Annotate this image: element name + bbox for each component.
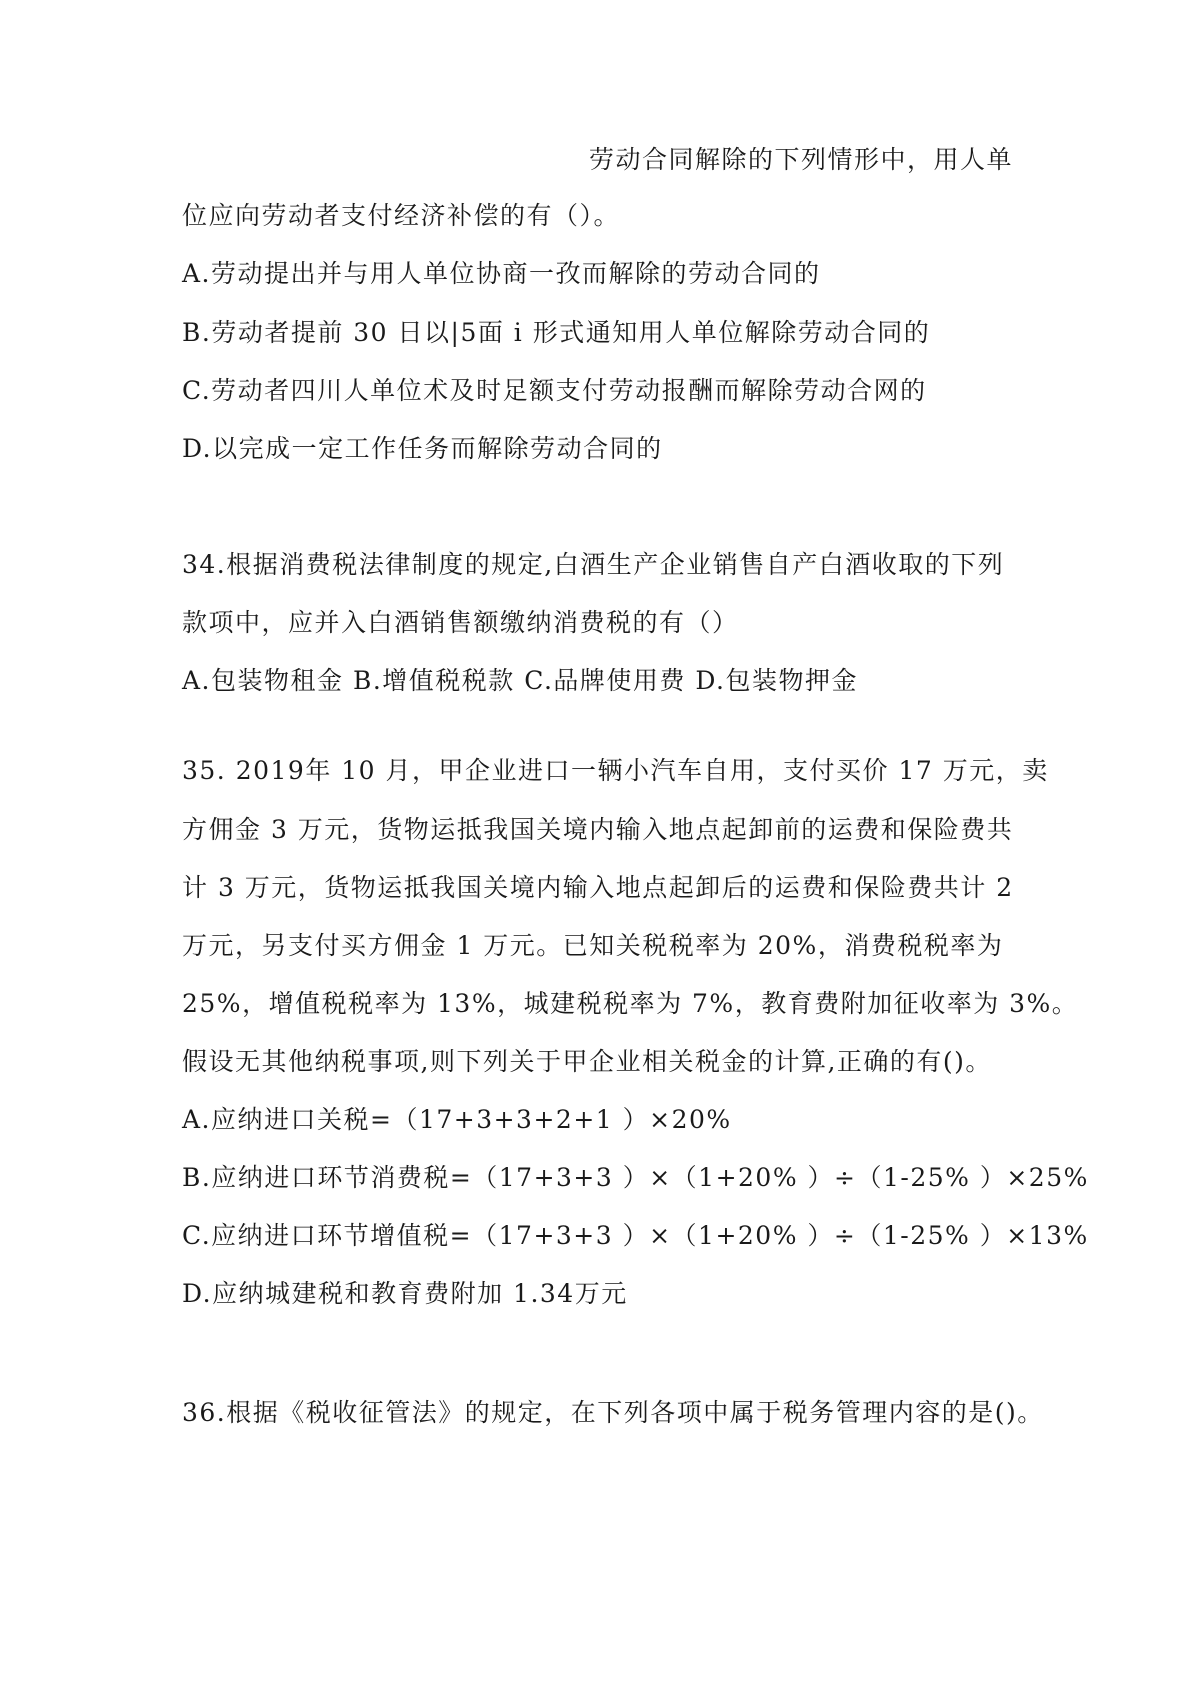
q33-option-c: C.劳动者四川人单位术及时足额支付劳动报酬而解除劳动合网的 (182, 376, 927, 405)
q34-options: A.包装物租金 B.增值税税款 C.品牌使用费 D.包装物押金 (182, 666, 858, 695)
q35-stem-line-3: 计 3 万元，货物运抵我国关境内输入地点起卸后的运费和保险费共计 2 (182, 873, 1014, 902)
q33-stem-line-1: 劳动合同解除的下列情形中，用人单 (588, 145, 1013, 174)
q35-option-b: B.应纳进口环节消费税=（17+3+3 ）×（1+20% ）÷（1-25% ）×25% (182, 1163, 1089, 1192)
q33-option-a: A.劳动提出并与用人单位协商一孜而解除的劳动合同的 (182, 259, 821, 288)
q33-option-d: D.以完成一定工作任务而解除劳动合同的 (182, 434, 663, 463)
q35-stem-line-2: 方佣金 3 万元，货物运抵我国关境内输入地点起卸前的运费和保险费共 (182, 815, 1014, 844)
q34-stem-line-1: 34.根据消费税法律制度的规定,白酒生产企业销售自产白酒收取的下列 (182, 550, 1005, 579)
q35-stem-line-1: 35. 2019年 10 月，甲企业进口一辆小汽车自用，支付买价 17 万元，卖 (182, 756, 1049, 785)
q35-stem-line-5: 25%，增值税税率为 13%，城建税税率为 7%，教育费附加征收率为 3%。 (182, 989, 1079, 1018)
q35-stem-line-4: 万元，另支付买方佣金 1 万元。已知关税税率为 20%，消费税税率为 (182, 931, 1004, 960)
q35-stem-line-6: 假设无其他纳税事项,则下列关于甲企业相关税金的计算,正确的有()。 (182, 1047, 992, 1076)
q35-option-c: C.应纳进口环节增值税=（17+3+3 ）×（1+20% ）÷（1-25% ）×13% (182, 1221, 1089, 1250)
q33-stem-line-2: 位应向劳动者支付经济补偿的有（）。 (182, 201, 621, 230)
q34-stem-line-2: 款项中，应并入白酒销售额缴纳消费税的有（） (182, 608, 739, 637)
q35-option-d: D.应纳城建税和教育费附加 1.34万元 (182, 1279, 628, 1308)
q33-option-b: B.劳动者提前 30 日以|5面 i 形式通知用人单位解除劳动合同的 (182, 318, 931, 347)
q36-stem-line-1: 36.根据《税收征管法》的规定，在下列各项中属于税务管理内容的是()。 (182, 1398, 1044, 1427)
q35-option-a: A.应纳进口关税=（17+3+3+2+1 ）×20% (182, 1105, 732, 1134)
